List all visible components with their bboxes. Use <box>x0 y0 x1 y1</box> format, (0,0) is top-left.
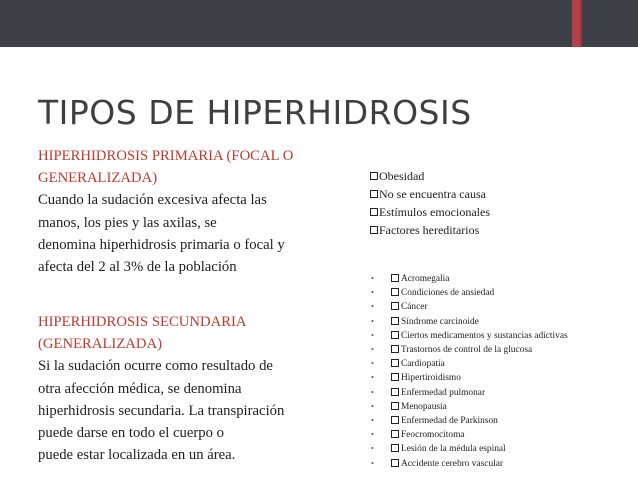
cause-label: Acromegalia <box>401 274 450 284</box>
primary-body-line: afecta del 2 al 3% de la población <box>38 259 237 276</box>
primary-hyperhidrosis-block <box>38 145 348 278</box>
primary-heading-line: GENERALIZADA) <box>38 170 158 187</box>
checkbox-square-icon <box>391 302 399 310</box>
checkbox-square-icon <box>391 359 399 367</box>
cause-label: Estímulos emocionales <box>379 205 490 219</box>
secondary-causes-list <box>371 272 568 471</box>
bullet-icon: • <box>371 274 374 283</box>
checkbox-square-icon <box>391 444 399 452</box>
bullet-icon: • <box>371 302 374 312</box>
slide-title: TIPOS DE HIPERHIDROSIS <box>38 93 472 132</box>
checkbox-square-icon <box>391 459 399 467</box>
primary-causes-list <box>370 167 490 239</box>
checkbox-square-icon <box>391 288 399 296</box>
primary-heading-line: HIPERHIDROSIS PRIMARIA (FOCAL O <box>38 148 294 164</box>
checkbox-square-icon <box>391 345 399 353</box>
bullet-icon: • <box>371 373 374 383</box>
checkbox-square-icon <box>391 388 399 396</box>
secondary-body-line: otra afección médica, se denomina <box>38 380 242 397</box>
list-item <box>371 442 568 456</box>
cause-label: Enfermedad de Parkinson <box>401 416 498 427</box>
list-item <box>371 272 568 286</box>
checkbox-square-icon <box>391 274 399 282</box>
secondary-body-line: puede darse en todo el cuerpo o <box>38 425 224 442</box>
header-accent-stripe <box>572 0 580 47</box>
cause-label: Cardiopatía <box>401 359 445 370</box>
list-item <box>370 203 490 221</box>
bullet-icon: • <box>371 458 374 468</box>
cause-label: Condiciones de ansiedad <box>401 288 495 299</box>
secondary-heading-line: HIPERHIDROSIS SECUNDARIA <box>38 314 247 330</box>
list-item <box>371 457 568 471</box>
header-accent-stripe-dark <box>580 0 582 47</box>
bullet-icon: • <box>371 330 374 340</box>
list-item <box>371 286 568 300</box>
header-bar <box>0 0 638 47</box>
checkbox-square-icon <box>391 416 399 424</box>
checkbox-square-icon <box>370 208 378 216</box>
list-item <box>371 386 568 400</box>
list-item <box>371 400 568 414</box>
cause-label: Cáncer <box>401 302 428 313</box>
cause-label: Obesidad <box>379 169 425 183</box>
list-item <box>371 343 568 357</box>
checkbox-square-icon <box>391 317 399 325</box>
secondary-body-line: hiperhidrosis secundaria. La transpiración <box>38 402 285 419</box>
primary-body-line: Cuando la sudación excesiva afecta las <box>38 192 267 209</box>
cause-label: Lesión de la médula espinal <box>401 444 506 455</box>
checkbox-square-icon <box>391 331 399 339</box>
cause-label: No se encuentra causa <box>379 187 486 201</box>
bullet-icon: • <box>371 416 374 426</box>
secondary-hyperhidrosis-block <box>38 311 348 466</box>
list-item <box>370 167 490 185</box>
secondary-body-line: puede estar localizada en un área. <box>38 447 236 464</box>
secondary-body-line: Si la sudación ocurre como resultado de <box>38 358 273 375</box>
cause-label: Enfermedad pulmonar <box>401 387 486 398</box>
cause-label: Factores hereditarios <box>379 223 480 237</box>
bullet-icon: • <box>371 288 374 298</box>
bullet-icon: • <box>371 430 374 440</box>
secondary-heading-line: (GENERALIZADA) <box>38 336 162 353</box>
primary-body-line: denomina hiperhidrosis primaria o focal y <box>38 236 285 253</box>
cause-label: Síndrome carcinoide <box>401 316 479 327</box>
list-item <box>371 414 568 428</box>
checkbox-square-icon <box>391 373 399 381</box>
checkbox-square-icon <box>391 430 399 438</box>
list-item <box>371 371 568 385</box>
checkbox-square-icon <box>370 172 378 180</box>
bullet-icon: • <box>371 359 374 369</box>
cause-label: Accidente cerebro vascular <box>401 458 504 469</box>
list-item <box>371 329 568 343</box>
list-item <box>371 357 568 371</box>
bullet-icon: • <box>371 401 374 411</box>
cause-label: Feocromocitoma <box>401 430 465 441</box>
bullet-icon: • <box>371 387 374 397</box>
cause-label: Trastornos de control de la glucosa <box>401 345 533 356</box>
bullet-icon: • <box>371 345 374 355</box>
list-item <box>371 315 568 329</box>
cause-label: Hipertiroidismo <box>401 373 461 384</box>
bullet-icon: • <box>371 316 374 326</box>
list-item <box>370 221 490 239</box>
checkbox-square-icon <box>370 226 378 234</box>
checkbox-square-icon <box>391 402 399 410</box>
list-item <box>371 428 568 442</box>
checkbox-square-icon <box>370 190 378 198</box>
list-item <box>370 185 490 203</box>
bullet-icon: • <box>371 444 374 454</box>
cause-label: Ciertos medicamentos y sustancias adictivas <box>401 330 568 341</box>
list-item <box>371 300 568 314</box>
primary-body-line: manos, los pies y las axilas, se <box>38 214 217 231</box>
cause-label: Menopausia <box>401 401 447 412</box>
